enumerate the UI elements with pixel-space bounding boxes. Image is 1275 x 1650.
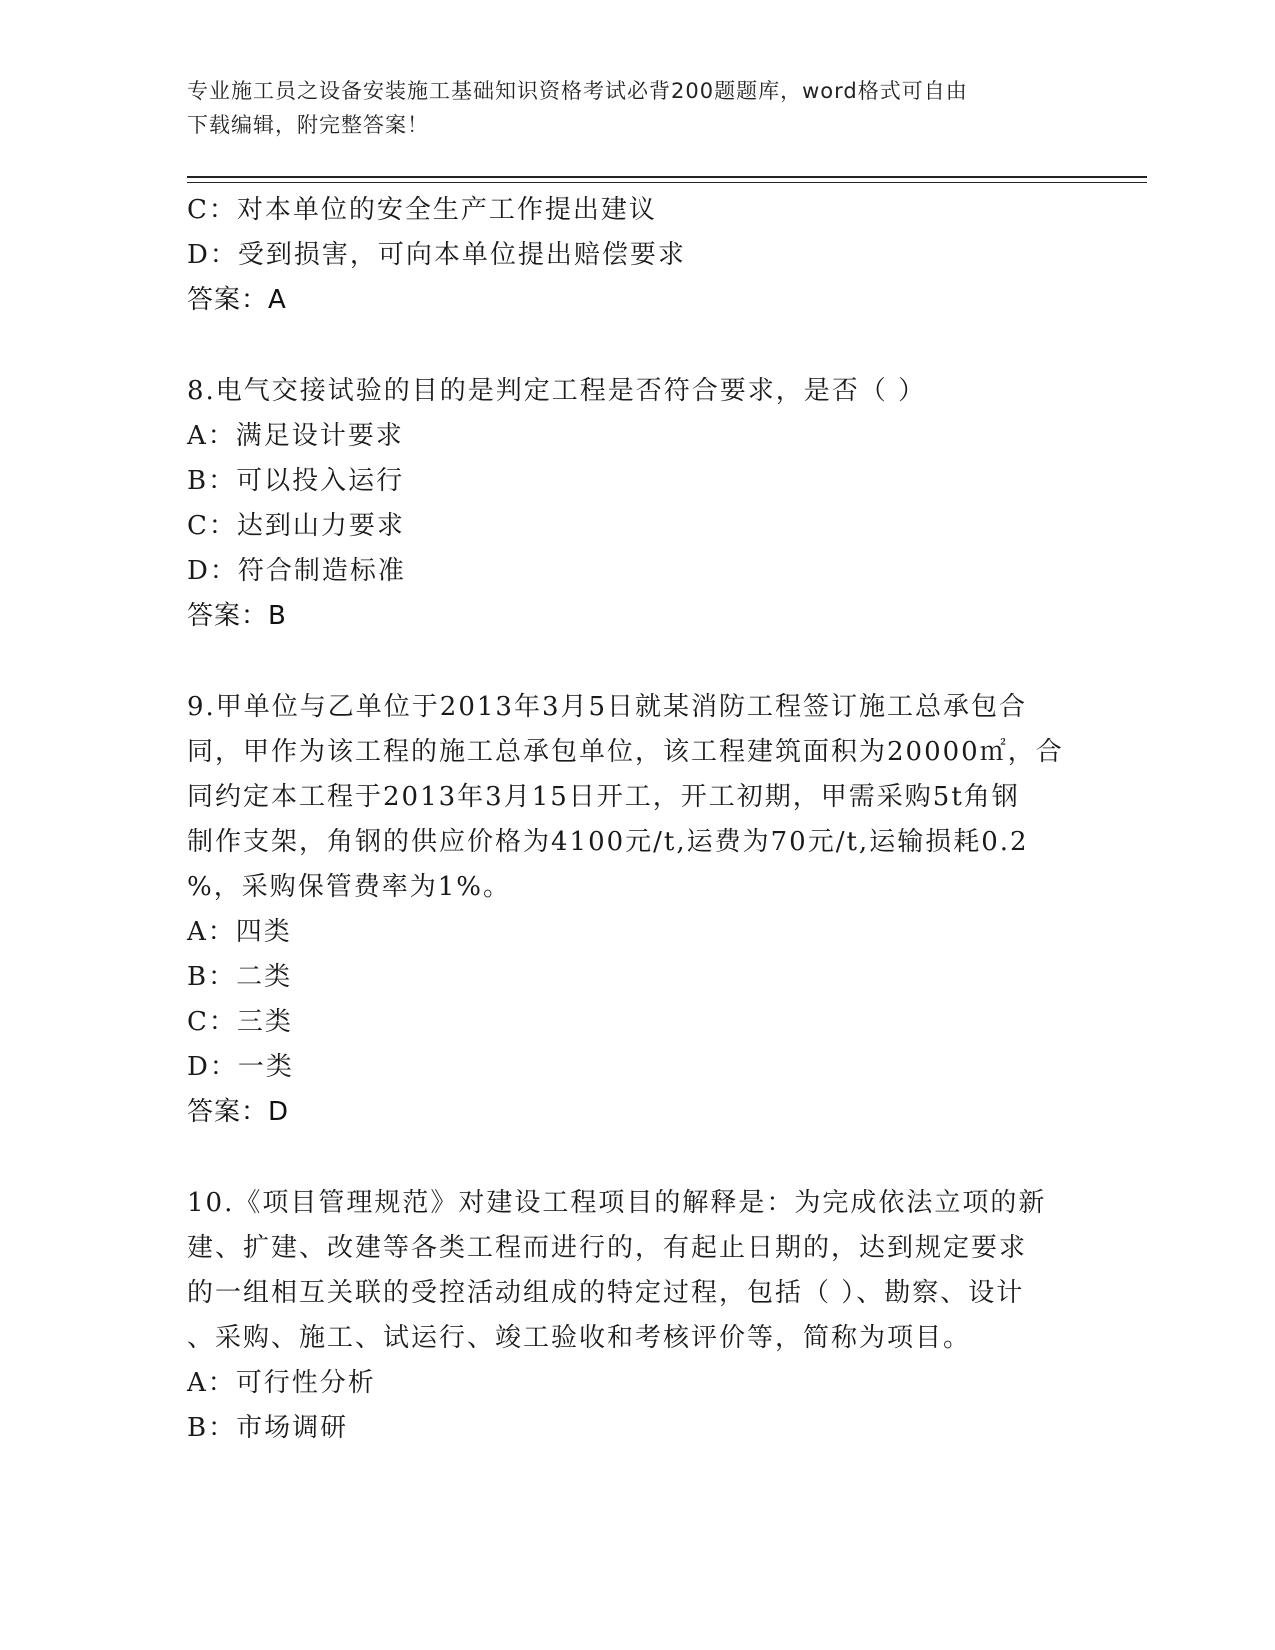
header-rule-thin — [187, 182, 1147, 183]
document-body — [187, 188, 1087, 1451]
option-c: C：达到山力要求 — [187, 511, 405, 541]
question-8 — [187, 369, 1087, 639]
spacer — [187, 323, 1087, 369]
question-stem-line: 制作支架，角钢的供应价格为4100元/t,运费为70元/t,运输损耗0.2 — [187, 827, 1029, 857]
header-line-1: 专业施工员之设备安装施工基础知识资格考试必背200题题库，word格式可自由 — [187, 79, 968, 103]
answer: 答案：D — [187, 1097, 290, 1127]
question-stem-line: 同，甲作为该工程的施工总承包单位，该工程建筑面积为20000㎡，合 — [187, 737, 1064, 767]
option-d: D：符合制造标准 — [187, 556, 406, 586]
answer: 答案：A — [187, 285, 287, 315]
option-a: A：四类 — [187, 917, 292, 947]
option-a: A：可行性分析 — [187, 1368, 376, 1398]
option-c: C：对本单位的安全生产工作提出建议 — [187, 195, 657, 225]
header-line-2: 下载编辑，附完整答案！ — [187, 113, 429, 137]
question-stem-line: 同约定本工程于2013年3月15日开工，开工初期，甲需采购5t角钢 — [187, 782, 1020, 812]
spacer — [187, 639, 1087, 685]
option-d: D：一类 — [187, 1052, 294, 1082]
question-10 — [187, 1181, 1087, 1451]
option-b: B：市场调研 — [187, 1413, 349, 1443]
option-b: B：二类 — [187, 962, 293, 992]
answer: 答案：B — [187, 601, 287, 631]
option-a: A：满足设计要求 — [187, 421, 404, 451]
question-7-tail — [187, 188, 1087, 323]
question-stem-line: 、采购、施工、试运行、竣工验收和考核评价等，简称为项目。 — [187, 1323, 972, 1353]
question-9 — [187, 685, 1087, 1135]
question-stem-line: 的一组相互关联的受控活动组成的特定过程，包括（ ）、勘察、设计 — [187, 1278, 1025, 1308]
option-c: C：三类 — [187, 1007, 293, 1037]
question-stem-line: 9.甲单位与乙单位于2013年3月5日就某消防工程签订施工总承包合 — [187, 692, 1028, 722]
question-stem-line: %，采购保管费率为1%。 — [187, 872, 511, 902]
option-b: B：可以投入运行 — [187, 466, 405, 496]
spacer — [187, 1135, 1087, 1181]
header-rule-thick — [187, 176, 1147, 178]
question-stem-line: 10.《项目管理规范》对建设工程项目的解释是：为完成依法立项的新 — [187, 1188, 1047, 1218]
question-stem-line: 建、扩建、改建等各类工程而进行的，有起止日期的，达到规定要求 — [187, 1233, 1028, 1263]
document-header — [187, 74, 1067, 142]
option-d: D：受到损害，可向本单位提出赔偿要求 — [187, 240, 686, 270]
question-stem: 8.电气交接试验的目的是判定工程是否符合要求，是否（ ） — [187, 376, 927, 406]
